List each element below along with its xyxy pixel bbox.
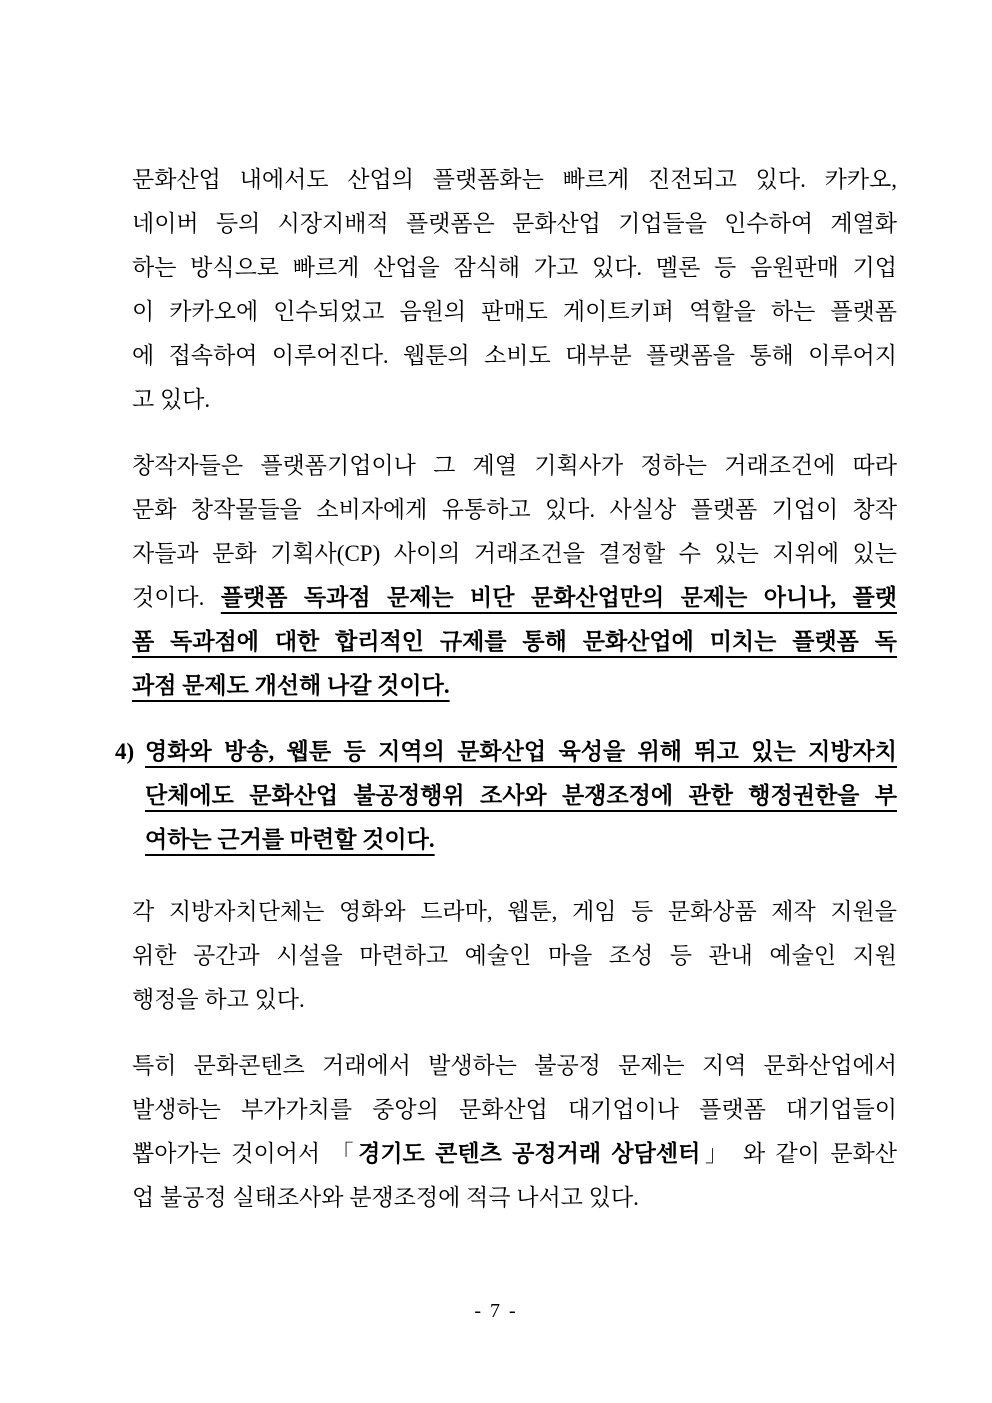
text-line	[132, 202, 897, 246]
text-segment: 발생하는 부가가치를 중앙의 문화산업 대기업이나 플랫폼 대기업들이	[132, 1097, 897, 1122]
text-segment: 폼 독과점에 대한 합리적인 규제를 통해 문화산업에 미치는 플랫폼 독	[132, 629, 897, 654]
text-line	[132, 620, 897, 664]
text-line	[132, 664, 897, 708]
text-segment: 하는 방식으로 빠르게 산업을 잠식해 가고 있다. 멜론 등 음원판매 기업	[132, 255, 897, 280]
text-line	[132, 978, 897, 1022]
text-segment: 위한 공간과 시설을 마련하고 예술인 마을 조성 등 관내 예술인 지원	[132, 943, 897, 968]
text-line	[145, 774, 897, 818]
text-segment: 행정을 하고 있다.	[132, 987, 305, 1012]
document-body	[115, 158, 897, 1242]
text-line	[132, 1088, 897, 1132]
text-segment: 네이버 등의 시장지배적 플랫폼은 문화산업 기업들을 인수하여 계열화	[132, 211, 897, 236]
text-segment: 뽑아가는 것이어서	[132, 1141, 331, 1166]
text-segment: 업 불공정 실태조사와 분쟁조정에 적극 나서고 있다.	[132, 1185, 639, 1210]
text-line	[132, 158, 897, 202]
text-line	[145, 730, 897, 774]
text-line	[132, 488, 897, 532]
text-segment: 자들과 문화 기획사(CP) 사이의 거래조건을 결정할 수 있는 지위에 있는	[132, 541, 897, 566]
page-number: - 7 -	[474, 1300, 518, 1322]
text-line	[145, 818, 897, 862]
body-paragraph	[132, 444, 897, 708]
text-segment: 단체에도 문화산업 불공정행위 조사와 분쟁조정에 관한 행정권한을 부	[145, 783, 897, 808]
text-line	[132, 1132, 897, 1176]
text-line	[132, 334, 897, 378]
text-segment: 것이다.	[132, 585, 221, 610]
text-segment: 에 접속하여 이루어진다. 웹툰의 소비도 대부분 플랫폼을 통해 이루어지	[132, 343, 897, 368]
numbered-item-paragraph	[115, 730, 897, 862]
text-line	[132, 890, 897, 934]
item-number-marker: 4)	[115, 739, 135, 764]
text-segment: 각 지방자치단체는 영화와 드라마, 웹툰, 게임 등 문화상품 제작 지원을	[132, 899, 897, 924]
text-line	[132, 934, 897, 978]
text-line	[132, 444, 897, 488]
text-segment: 「	[330, 1141, 359, 1166]
text-segment: 이 카카오에 인수되었고 음원의 판매도 게이트키퍼 역할을 하는 플랫폼	[132, 299, 897, 324]
text-segment: 과점 문제도 개선해 나갈 것이다.	[132, 673, 450, 698]
text-segment: 여하는 근거를 마련할 것이다.	[145, 827, 435, 852]
text-line	[132, 378, 897, 422]
text-line	[132, 1044, 897, 1088]
text-segment: 플랫폼 독과점 문제는 비단 문화산업만의 문제는 아니나, 플랫	[220, 585, 897, 610]
text-segment: 특히 문화콘텐츠 거래에서 발생하는 불공정 문제는 지역 문화산업에서	[132, 1053, 897, 1078]
text-line	[132, 246, 897, 290]
body-paragraph	[132, 890, 897, 1022]
text-line	[132, 1176, 897, 1220]
text-line	[132, 290, 897, 334]
text-segment: 와 같이 문화산	[732, 1141, 897, 1166]
text-segment: 문화 창작물들을 소비자에게 유통하고 있다. 사실상 플랫폼 기업이 창작	[132, 497, 897, 522]
text-segment: 고 있다.	[132, 387, 211, 412]
text-segment: 문화산업 내에서도 산업의 플랫폼화는 빠르게 진전되고 있다. 카카오,	[132, 167, 897, 192]
text-line	[132, 576, 897, 620]
text-segment: 창작자들은 플랫폼기업이나 그 계열 기획사가 정하는 거래조건에 따라	[132, 453, 897, 478]
body-paragraph	[132, 158, 897, 422]
text-segment: 영화와 방송, 웹툰 등 지역의 문화산업 육성을 위해 뛰고 있는 지방자치	[145, 739, 897, 764]
body-paragraph	[132, 1044, 897, 1220]
text-segment: 경기도 콘텐츠 공정거래 상담센터	[358, 1141, 701, 1166]
text-line	[132, 532, 897, 576]
text-segment: 」	[700, 1141, 733, 1166]
